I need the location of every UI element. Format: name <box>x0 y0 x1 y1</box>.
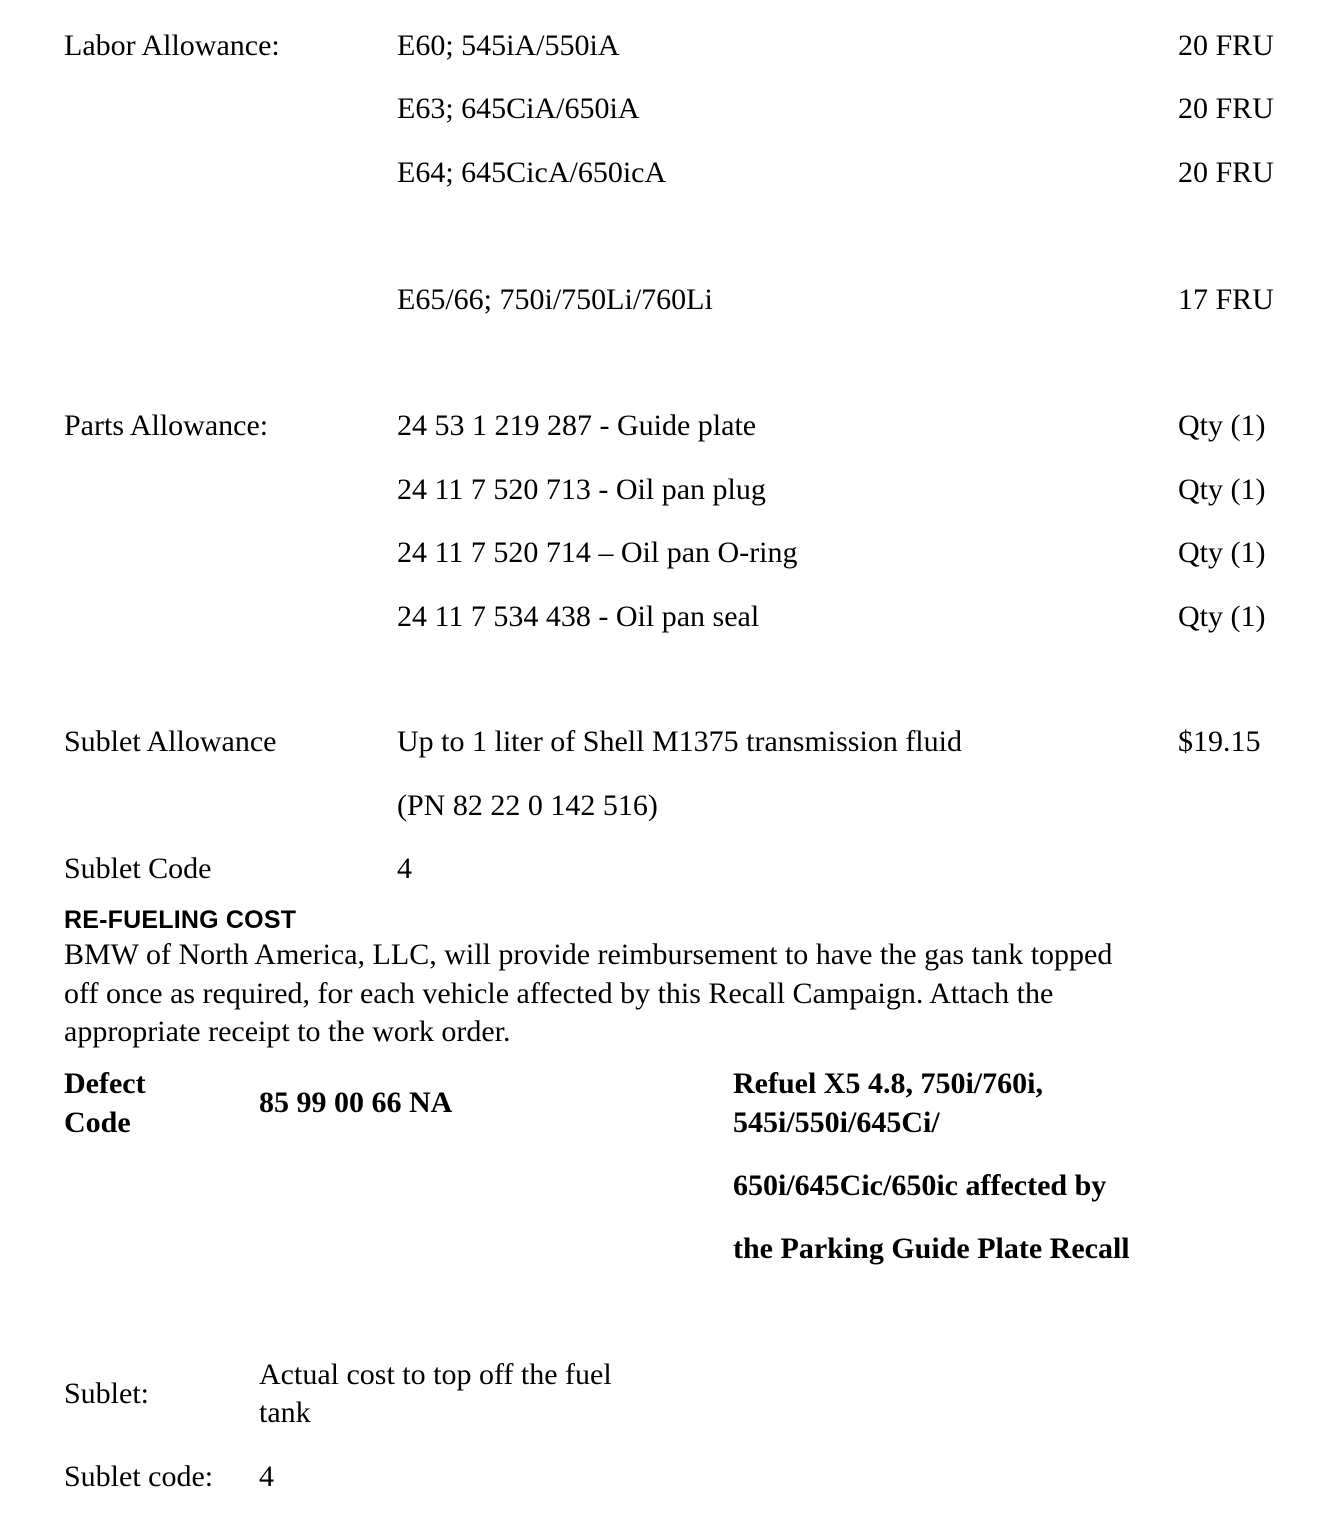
defect-code-value: 85 99 00 66 NA <box>259 1086 453 1119</box>
refueling-line-1: BMW of North America, LLC, will provide reimbursement to have the gas tank topped <box>64 938 1113 971</box>
refueling-paragraph <box>64 936 1284 1052</box>
parts-allowance-label: Parts Allowance: <box>64 409 269 442</box>
defect-description-line-4: the Parking Guide Plate Recall <box>733 1232 1130 1265</box>
sublet-allowance-description: Up to 1 liter of Shell M1375 transmission fluid <box>397 725 962 758</box>
labor-value-e64: 20 FRU <box>1178 156 1274 189</box>
labor-model-e60: E60; 545iA/550iA <box>397 29 620 62</box>
part-guide-plate-qty: Qty (1) <box>1178 409 1266 442</box>
labor-value-e60: 20 FRU <box>1178 29 1274 62</box>
sublet-allowance-amount: $19.15 <box>1178 725 1261 758</box>
sublet-value-line-2: tank <box>259 1396 311 1429</box>
labor-allowance-label: Labor Allowance: <box>64 29 280 62</box>
labor-value-e63: 20 FRU <box>1178 92 1274 125</box>
sublet-code-label: Sublet Code <box>64 852 212 885</box>
part-oil-pan-plug: 24 11 7 520 713 - Oil pan plug <box>397 473 766 506</box>
sublet-label: Sublet: <box>64 1377 150 1410</box>
labor-model-e64: E64; 645CicA/650icA <box>397 156 667 189</box>
part-oil-pan-o-ring: 24 11 7 520 714 – Oil pan O-ring <box>397 536 798 569</box>
sublet-code-2-label: Sublet code: <box>64 1460 214 1493</box>
part-oil-pan-seal-qty: Qty (1) <box>1178 600 1266 633</box>
sublet-value-line-1: Actual cost to top off the fuel <box>259 1358 612 1391</box>
labor-model-e63: E63; 645CiA/650iA <box>397 92 640 125</box>
sublet-allowance-part-number: (PN 82 22 0 142 516) <box>397 789 658 822</box>
sublet-code-value: 4 <box>397 852 412 885</box>
part-oil-pan-plug-qty: Qty (1) <box>1178 473 1266 506</box>
labor-model-e65-66: E65/66; 750i/750Li/760Li <box>397 283 713 316</box>
defect-code-label-line-1: Defect <box>64 1067 146 1100</box>
refueling-line-2: off once as required, for each vehicle affected by this Recall Campaign. Attach the <box>64 976 1054 1010</box>
defect-description-line-1: Refuel X5 4.8, 750i/760i, <box>733 1067 1043 1100</box>
defect-description-line-2: 545i/550i/645Ci/ <box>733 1106 940 1139</box>
part-oil-pan-seal: 24 11 7 534 438 - Oil pan seal <box>397 600 760 633</box>
defect-description-line-3: 650i/645Cic/650ic affected by <box>733 1169 1107 1202</box>
refueling-line-3: appropriate receipt to the work order. <box>64 1015 511 1048</box>
part-guide-plate: 24 53 1 219 287 - Guide plate <box>397 409 757 442</box>
part-oil-pan-o-ring-qty: Qty (1) <box>1178 536 1266 569</box>
sublet-code-2-value: 4 <box>259 1460 274 1493</box>
defect-code-label-line-2: Code <box>64 1106 131 1139</box>
sublet-allowance-label: Sublet Allowance <box>64 725 277 758</box>
refueling-heading: RE-FUELING COST <box>64 906 297 934</box>
labor-value-e65-66: 17 FRU <box>1178 283 1274 316</box>
